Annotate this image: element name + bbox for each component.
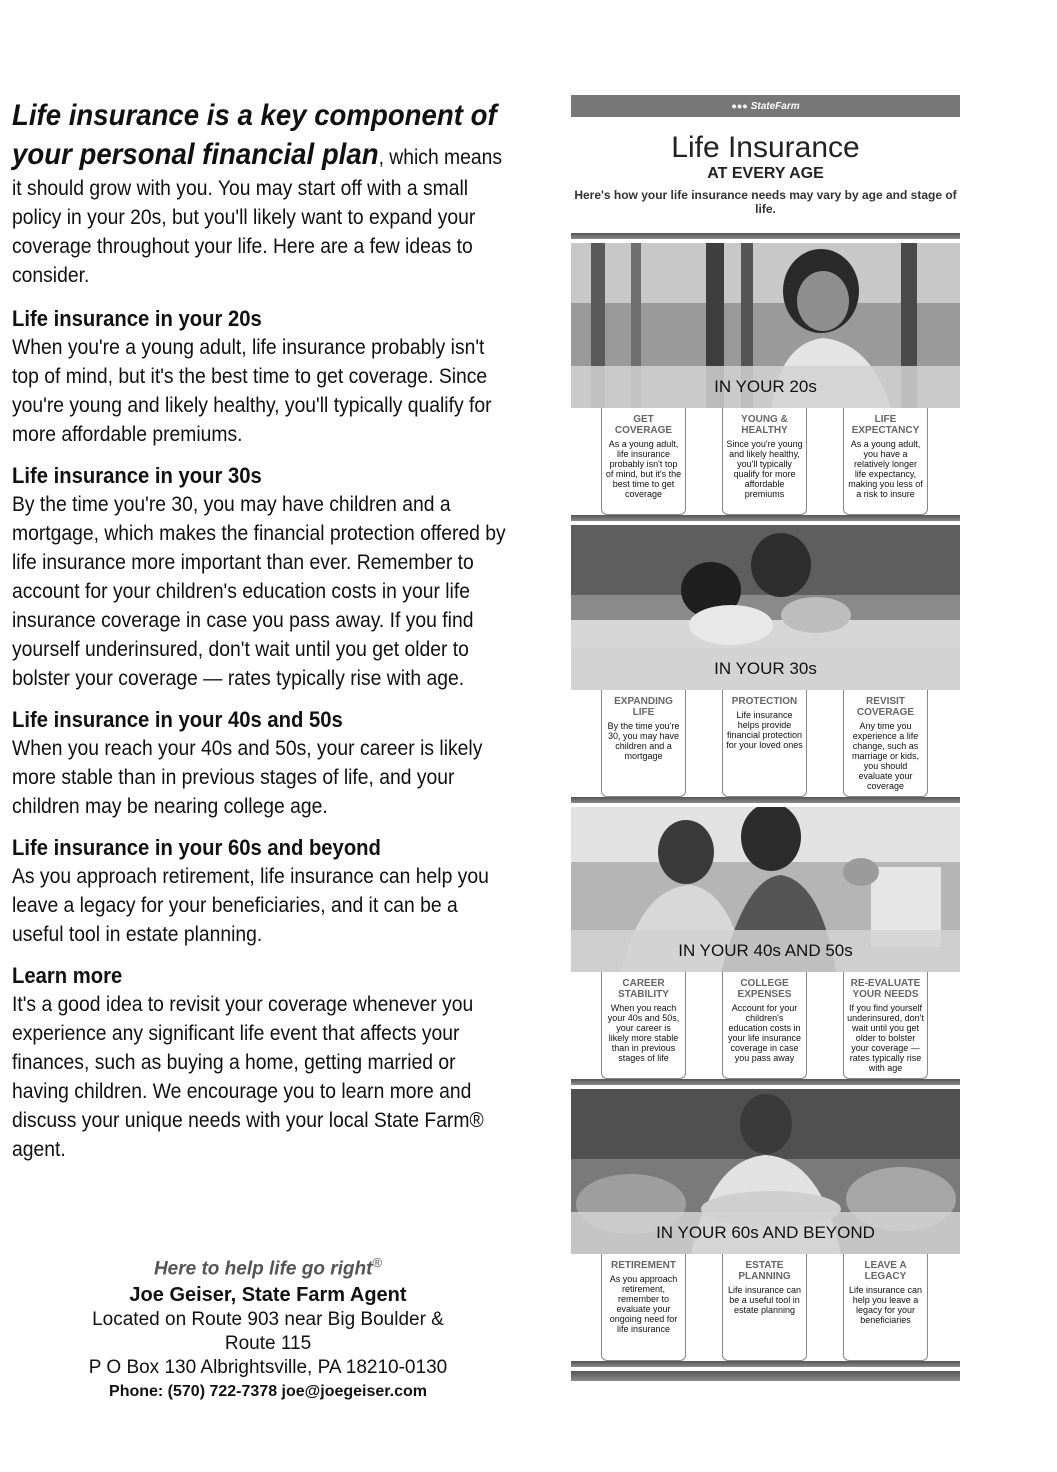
- section-60s: [12, 833, 509, 949]
- flyer-subtitle: AT EVERY AGE: [707, 165, 824, 182]
- stage-40s-50s: [571, 807, 960, 1079]
- section-40s-50s: [12, 705, 509, 821]
- stage-photo: [571, 243, 960, 408]
- stage-photo: [571, 1089, 960, 1254]
- section-heading: Life insurance in your 20s: [12, 306, 262, 331]
- stage-20s: [571, 243, 960, 515]
- flyer-header: [571, 117, 960, 233]
- card-title: PROTECTION: [731, 696, 798, 707]
- card-retirement: [601, 1254, 686, 1361]
- card-body: As you approach retirement, remember to evaluate your ongoing need for life insurance: [609, 1274, 678, 1334]
- card-body: When you reach your 40s and 50s, your career is likely more stable than in previous stages of life: [607, 1003, 680, 1063]
- brand-bar: [571, 95, 960, 117]
- section-heading: Life insurance in your 60s and beyond: [12, 835, 381, 860]
- agent-signature: [12, 1250, 524, 1404]
- card-body: By the time you're 30, you may have children and a mortgage: [607, 721, 680, 761]
- state-farm-logo-icon: ●●●: [731, 101, 748, 111]
- card-title: REVISIT COVERAGE: [856, 696, 915, 718]
- section-heading: Learn more: [12, 963, 123, 988]
- card-title: RE-EVALUATE YOUR NEEDS: [850, 978, 921, 1000]
- divider: [571, 1371, 960, 1381]
- stage-photo: [571, 807, 960, 972]
- card-revisit-coverage: [843, 690, 928, 797]
- card-body: Any time you experience a life change, such as marriage or kids, you should evaluate your coverage: [851, 721, 920, 791]
- stage-30s: [571, 525, 960, 797]
- section-heading: Life insurance in your 40s and 50s: [12, 707, 343, 732]
- card-career-stability: [601, 972, 686, 1079]
- registered-mark: ®: [372, 1255, 383, 1270]
- stage-photo: [571, 525, 960, 690]
- intro-lead: Life insurance is a key component of your personal financial plan: [12, 99, 497, 171]
- mailing-address: P O Box 130 Albrightsville, PA 18210-0130: [88, 1357, 448, 1379]
- card-title: YOUNG & HEALTHY: [741, 414, 788, 436]
- card-body: Life insurance can help you leave a legacy for your beneficiaries: [848, 1285, 923, 1325]
- brand-name: StateFarm: [750, 100, 800, 112]
- card-body: Life insurance can be a useful tool in estate planning: [727, 1285, 802, 1315]
- card-title: LEAVE A LEGACY: [864, 1260, 907, 1282]
- article: [12, 96, 512, 1176]
- section-body: By the time you're 30, you may have children and a mortgage, which makes the financial protection offered by life insurance more important than ever. Remember to account for your children's education costs in your life insurance coverage in case you pass away. If you find yourself underinsured, don't wait until you get older to bolster your coverage — rates typically rise with age.: [12, 493, 506, 690]
- stage-cards: [571, 972, 960, 1079]
- stage-label: IN YOUR 30s: [571, 648, 960, 690]
- location-line-1: Located on Route 903 near Big Boulder &: [92, 1309, 444, 1331]
- card-title: CAREER STABILITY: [618, 978, 669, 1000]
- card-life-expectancy: [843, 408, 928, 515]
- card-title: LIFE EXPECTANCY: [851, 414, 920, 436]
- card-protection: [722, 690, 807, 797]
- card-reevaluate-needs: [843, 972, 928, 1079]
- card-title: COLLEGE EXPENSES: [737, 978, 792, 1000]
- section-30s: [12, 461, 509, 693]
- card-body: Since you're young and likely healthy, you'll typically qualify for more affordable premiums: [726, 439, 803, 499]
- agent-name: Joe Geiser, State Farm Agent: [129, 1284, 407, 1307]
- card-body: As a young adult, life insurance probably isn't top of mind, but it's the best time to get coverage: [605, 439, 682, 499]
- card-body: Account for your children's education costs in your life insurance coverage in case you pass away: [727, 1003, 802, 1063]
- intro-paragraph: [12, 96, 509, 290]
- location-line-2: Route 115: [224, 1333, 312, 1355]
- card-expanding-life: [601, 690, 686, 797]
- stage-label: IN YOUR 20s: [571, 366, 960, 408]
- section-heading: Life insurance in your 30s: [12, 463, 262, 488]
- card-body: As a young adult, you have a relatively longer life expectancy, making you less of a risk to insure: [848, 439, 923, 499]
- card-leave-legacy: [843, 1254, 928, 1361]
- stage-cards: [571, 1254, 960, 1361]
- stage-cards: [571, 690, 960, 797]
- infographic-flyer: [571, 95, 960, 1420]
- card-college-expenses: [722, 972, 807, 1079]
- card-title: EXPANDING LIFE: [614, 696, 673, 718]
- intro-rest: , which means it should grow with you. You may start off with a small policy in your 20s, but you'll likely want to expand your coverage throughout your life. Here are a few ideas to consider.: [12, 146, 503, 287]
- card-get-coverage: [601, 408, 686, 515]
- card-title: RETIREMENT: [611, 1260, 676, 1271]
- section-body: It's a good idea to revisit your coverage whenever you experience any significant life event that affects your finances, such as buying a home, getting married or having children. We encourage you to learn more and discuss your unique needs with your local State Farm® agent.: [12, 993, 484, 1161]
- flyer-tagline: Here's how your life insurance needs may vary by age and stage of life.: [574, 188, 957, 216]
- contact-info: Phone: (570) 722-7378 joe@joegeiser.com: [109, 1383, 427, 1401]
- card-title: GET COVERAGE: [614, 414, 673, 436]
- card-title: ESTATE PLANNING: [738, 1260, 791, 1282]
- tagline-text: Here to help life go right: [153, 1258, 373, 1280]
- stage-cards: [571, 408, 960, 515]
- section-learn-more: [12, 961, 509, 1164]
- tagline: [12, 1250, 524, 1282]
- card-body: If you find yourself underinsured, don't wait until you get older to bolster your coverage — rates typically rise with age: [847, 1003, 924, 1073]
- section-body: When you reach your 40s and 50s, your career is likely more stable than in previous stages of life, and your children may be nearing college age.: [12, 737, 483, 818]
- stage-60s-beyond: [571, 1089, 960, 1361]
- card-estate-planning: [722, 1254, 807, 1361]
- stage-label: IN YOUR 40s AND 50s: [571, 930, 960, 972]
- section-20s: [12, 304, 509, 449]
- stage-label: IN YOUR 60s AND BEYOND: [571, 1212, 960, 1254]
- card-body: Life insurance helps provide financial protection for your loved ones: [726, 710, 803, 750]
- card-young-healthy: [722, 408, 807, 515]
- section-body: When you're a young adult, life insurance probably isn't top of mind, but it's the best time to get coverage. Since you're young and likely healthy, you'll typically qualify for more affordable premiums.: [12, 336, 492, 446]
- section-body: As you approach retirement, life insurance can help you leave a legacy for your beneficiaries, and it can be a useful tool in estate planning.: [12, 865, 489, 946]
- flyer-title: Life Insurance: [671, 131, 860, 164]
